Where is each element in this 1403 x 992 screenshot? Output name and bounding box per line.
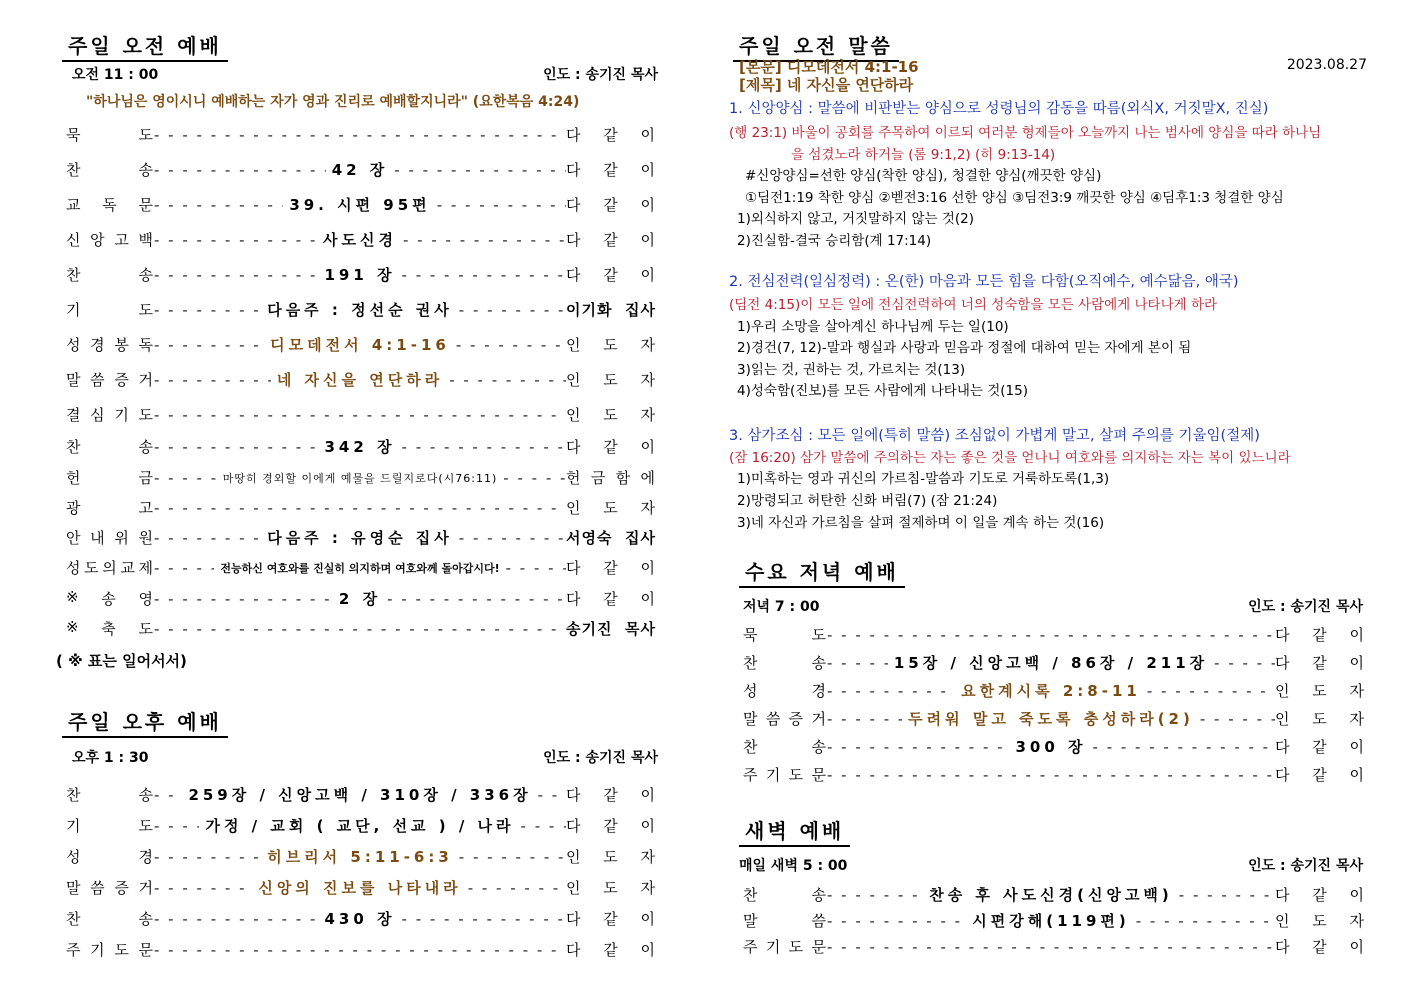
order-item-label: 찬 송 xyxy=(743,654,827,672)
order-row xyxy=(743,708,1365,729)
order-item-leader-line xyxy=(154,159,566,180)
order-item-leader-line xyxy=(154,588,566,609)
order-row xyxy=(743,624,1365,645)
sermon-scripture-quote: 을 섬겼노라 하거늘 (롬 9:1,2) (히 9:13-14) xyxy=(791,147,1056,163)
order-item-leader-line xyxy=(154,436,566,457)
dawn-leader: 인도 : 송기진 목사 xyxy=(1248,858,1363,874)
order-item-label: 말 씀 증 거 xyxy=(66,879,154,897)
order-item-label: 묵 도 xyxy=(66,126,154,144)
order-row xyxy=(743,936,1365,957)
order-item-participant: 다 같 이 xyxy=(1275,886,1365,904)
order-item-detail: 디모데전서 4:1-16 xyxy=(270,336,450,354)
order-row xyxy=(66,908,656,929)
order-row xyxy=(66,815,656,836)
order-item-label: 기 도 xyxy=(66,301,154,319)
morning-time: 오전 11 : 00 xyxy=(72,67,159,83)
dawn-time: 매일 새벽 5 : 00 xyxy=(739,858,848,874)
order-item-label: 교 독 문 xyxy=(66,196,154,214)
order-item-participant: 다 같 이 xyxy=(566,231,656,249)
order-item-label: 성 경 봉 독 xyxy=(66,336,154,354)
order-row xyxy=(66,527,656,548)
order-item-label: 주 기 도 문 xyxy=(743,938,827,956)
order-row xyxy=(66,369,656,390)
order-item-detail: 300 장 xyxy=(1015,738,1087,756)
order-item-participant: 다 같 이 xyxy=(1275,654,1365,672)
sermon-subpoint: 2)진실함-결국 승리함(계 17:14) xyxy=(737,233,932,249)
sermon-scripture-quote: (딤전 4:15)이 모든 일에 전심전력하여 너의 성숙함을 모든 사람에게 나타나게 하라 xyxy=(729,297,1218,313)
order-row xyxy=(743,884,1365,905)
order-row xyxy=(66,939,656,960)
order-item-label: 광 고 xyxy=(66,499,154,517)
order-item-leader-line xyxy=(154,229,566,250)
order-item-label: 찬 송 xyxy=(66,266,154,284)
order-item-label: 기 도 xyxy=(66,817,154,835)
order-row xyxy=(66,877,656,898)
sermon-scripture-quote: (행 23:1) 바울이 공회를 주목하여 이르되 여러분 형제들아 오늘까지 나는 범사에 양심을 따라 하나님 xyxy=(729,125,1322,141)
order-item-leader-line xyxy=(154,815,566,836)
order-item-leader-line xyxy=(827,910,1275,931)
order-row xyxy=(66,159,656,180)
sermon-point-heading: 3. 삼가조심 : 모든 일에(특히 말씀) 조심없이 가볍게 말고, 살펴 주의를 기울임(절제) xyxy=(729,428,1260,444)
order-row xyxy=(66,194,656,215)
theme-verse: "하나님은 영이시니 예배하는 자가 영과 진리로 예배할지니라" (요한복음 4:24) xyxy=(86,94,580,110)
afternoon-time: 오후 1 : 30 xyxy=(72,750,149,766)
order-item-detail: 15장 / 신앙고백 / 86장 / 211장 xyxy=(893,654,1209,672)
order-item-detail: 두려워 말고 죽도록 충성하라(2) xyxy=(908,710,1194,728)
order-item-detail: 42 장 xyxy=(331,161,389,179)
order-item-detail: 430 장 xyxy=(324,910,396,928)
sermon-point-heading: 2. 전심전력(일심정력) : 온(한) 마음과 모든 힘을 다함(오직예수, 예수닮음, 애국) xyxy=(729,274,1239,290)
order-item-participant: 이기화 집사 xyxy=(566,301,656,319)
order-item-detail: 히브리서 5:11-6:3 xyxy=(267,848,453,866)
order-item-detail: 요한계시록 2:8-11 xyxy=(961,682,1141,700)
order-item-participant: 다 같 이 xyxy=(566,590,656,608)
order-item-participant: 인 도 자 xyxy=(566,336,656,354)
sermon-subpoint: 1)우리 소망을 살아계신 하나님께 두는 일(10) xyxy=(737,319,1009,335)
order-item-detail: 찬송 후 사도신경(신앙고백) xyxy=(929,886,1173,904)
afternoon-service-title: 주일 오후 예배 xyxy=(62,706,228,738)
order-item-leader-line xyxy=(827,938,1275,956)
standing-note: ( ※ 표는 일어서서) xyxy=(56,652,187,670)
order-item-leader-line xyxy=(827,708,1275,729)
order-item-detail: 다음주 : 정선순 권사 xyxy=(267,301,453,319)
sermon-scripture-quote: (잠 16:20) 삼가 말씀에 주의하는 자는 좋은 것을 얻나니 여호와를 의지하는 자는 복이 있느니라 xyxy=(729,450,1291,466)
order-row xyxy=(66,588,656,609)
order-item-leader-line xyxy=(154,194,566,215)
order-item-detail: 시편강해(119편) xyxy=(972,912,1130,930)
order-item-leader-line xyxy=(154,784,566,805)
order-item-participant: 서영숙 집사 xyxy=(566,529,656,547)
order-item-leader-line xyxy=(154,126,566,144)
order-row xyxy=(66,404,656,425)
order-item-label: 묵 도 xyxy=(743,626,827,644)
order-item-leader-line xyxy=(827,736,1275,757)
order-item-leader-line xyxy=(154,877,566,898)
order-row xyxy=(743,652,1365,673)
sermon-subpoint: 3)네 자신과 가르침을 살펴 절제하며 이 일을 계속 하는 것(16) xyxy=(737,515,1105,531)
order-item-leader-line xyxy=(154,264,566,285)
order-item-label: 찬 송 xyxy=(66,910,154,928)
order-item-participant: 다 같 이 xyxy=(566,817,656,835)
order-item-participant: 인 도 자 xyxy=(566,371,656,389)
order-item-leader-line xyxy=(154,846,566,867)
order-row xyxy=(66,618,656,639)
order-row xyxy=(66,299,656,320)
order-row xyxy=(66,467,656,488)
order-item-participant: 다 같 이 xyxy=(566,196,656,214)
order-item-participant: 인 도 자 xyxy=(1275,682,1365,700)
wednesday-leader: 인도 : 송기진 목사 xyxy=(1248,599,1363,615)
order-item-leader-line xyxy=(154,499,566,517)
order-item-leader-line xyxy=(154,299,566,320)
order-item-label: ※ 축 도 xyxy=(66,618,154,638)
sermon-subject: [제목] 네 자신을 연단하라 xyxy=(739,76,914,94)
order-item-participant: 인 도 자 xyxy=(566,848,656,866)
order-item-label: 주 기 도 문 xyxy=(66,941,154,959)
order-item-participant: 다 같 이 xyxy=(566,941,656,959)
morning-leader: 인도 : 송기진 목사 xyxy=(543,67,658,83)
order-item-label: 말 씀 xyxy=(743,912,827,930)
order-item-leader-line xyxy=(154,406,566,424)
order-item-participant: 헌 금 함 에 xyxy=(566,469,656,487)
order-row xyxy=(743,910,1365,931)
order-item-participant: 인 도 자 xyxy=(566,499,656,517)
order-row xyxy=(66,264,656,285)
order-row xyxy=(66,846,656,867)
order-item-leader-line xyxy=(827,652,1275,673)
order-item-label: 주 기 도 문 xyxy=(743,766,827,784)
order-item-leader-line xyxy=(154,941,566,959)
order-row xyxy=(66,436,656,457)
order-item-detail: 가정 / 교회 ( 교단, 선교 ) / 나라 xyxy=(205,817,515,835)
order-item-label: 찬 송 xyxy=(66,786,154,804)
order-row xyxy=(66,497,656,518)
order-item-detail: 신앙의 진보를 나타내라 xyxy=(258,879,462,897)
order-item-label: 성 도 의 교 제 xyxy=(66,559,154,577)
order-item-label: 안 내 위 원 xyxy=(66,529,154,547)
order-row xyxy=(743,680,1365,701)
order-row xyxy=(66,784,656,805)
order-item-label: 성 경 xyxy=(743,682,827,700)
order-item-participant: 인 도 자 xyxy=(566,879,656,897)
order-item-leader-line xyxy=(154,908,566,929)
order-item-leader-line xyxy=(827,680,1275,701)
order-item-leader-line xyxy=(154,369,566,390)
order-row xyxy=(66,229,656,250)
order-item-participant: 다 같 이 xyxy=(566,559,656,577)
order-row xyxy=(66,334,656,355)
order-item-participant: 다 같 이 xyxy=(566,438,656,456)
order-item-participant: 인 도 자 xyxy=(566,406,656,424)
order-item-detail: 사도신경 xyxy=(323,231,397,249)
order-item-detail: 39. 시편 95편 xyxy=(289,196,431,214)
sermon-subpoint: 2)망령되고 허탄한 신화 버림(7) (잠 21:24) xyxy=(737,493,998,509)
order-item-label: 결 심 기 도 xyxy=(66,406,154,424)
order-item-leader-line xyxy=(827,766,1275,784)
order-item-leader-line xyxy=(154,334,566,355)
order-item-leader-line xyxy=(154,469,566,487)
afternoon-leader: 인도 : 송기진 목사 xyxy=(543,750,658,766)
order-item-label: 찬 송 xyxy=(743,886,827,904)
order-row xyxy=(743,736,1365,757)
order-item-label: 성 경 xyxy=(66,848,154,866)
order-item-detail: 2 장 xyxy=(338,590,382,608)
order-item-participant: 송기진 목사 xyxy=(566,620,656,638)
order-item-participant: 인 도 자 xyxy=(1275,710,1365,728)
order-item-participant: 다 같 이 xyxy=(566,266,656,284)
order-item-label: 말 씀 증 거 xyxy=(66,371,154,389)
order-row xyxy=(66,124,656,145)
order-item-label: ※ 송 영 xyxy=(66,588,154,608)
order-item-leader-line xyxy=(154,559,566,577)
order-item-label: 찬 송 xyxy=(66,161,154,179)
order-item-leader-line xyxy=(827,884,1275,905)
wednesday-service-title: 수요 저녁 예배 xyxy=(739,556,905,588)
order-item-participant: 다 같 이 xyxy=(566,910,656,928)
order-item-label: 신 앙 고 백 xyxy=(66,231,154,249)
sermon-date: 2023.08.27 xyxy=(1286,57,1367,73)
order-item-participant: 다 같 이 xyxy=(1275,738,1365,756)
order-item-label: 말 씀 증 거 xyxy=(743,710,827,728)
sermon-subpoint: 2)경건(7, 12)-말과 행실과 사랑과 믿음과 정절에 대하여 믿는 자에게 본이 됨 xyxy=(737,340,1192,356)
dawn-service-title: 새벽 예배 xyxy=(739,815,850,847)
order-item-participant: 다 같 이 xyxy=(566,161,656,179)
order-row xyxy=(66,557,656,578)
order-item-participant: 다 같 이 xyxy=(1275,766,1365,784)
order-item-detail: 다음주 : 유영순 집사 xyxy=(267,529,453,547)
order-item-participant: 다 같 이 xyxy=(566,126,656,144)
order-item-leader-line xyxy=(827,626,1275,644)
order-item-detail: 191 장 xyxy=(324,266,396,284)
sermon-subpoint: 1)외식하지 않고, 거짓말하지 않는 것(2) xyxy=(737,211,975,227)
sermon-subpoint: 1)미혹하는 영과 귀신의 가르침-말씀과 기도로 거룩하도록(1,3) xyxy=(737,471,1110,487)
order-item-label: 헌 금 xyxy=(66,469,154,487)
sermon-subpoint: ①딤전1:19 착한 양심 ②벧전3:16 선한 양심 ③딤전3:9 깨끗한 양심 ④딤후1:3 청결한 양심 xyxy=(745,190,1284,206)
sermon-subpoint: 3)읽는 것, 권하는 것, 가르치는 것(13) xyxy=(737,362,966,378)
order-item-participant: 다 같 이 xyxy=(566,786,656,804)
sermon-point-heading: 1. 신앙양심 : 말씀에 비판받는 양심으로 성령님의 감동을 따름(외식X, 거짓말X, 진실) xyxy=(729,101,1269,117)
order-item-detail: 네 자신을 연단하라 xyxy=(276,371,444,389)
order-item-participant: 다 같 이 xyxy=(1275,626,1365,644)
wednesday-time: 저녁 7 : 00 xyxy=(743,599,820,615)
sermon-subpoint: #신앙양심=선한 양심(착한 양심), 청결한 양심(깨끗한 양심) xyxy=(745,168,1102,184)
order-item-leader-line xyxy=(154,527,566,548)
sermon-title: 주일 오전 말씀 xyxy=(733,30,899,62)
order-row xyxy=(743,764,1365,785)
order-item-participant: 인 도 자 xyxy=(1275,912,1365,930)
order-item-leader-line xyxy=(154,620,566,638)
morning-service-title: 주일 오전 예배 xyxy=(62,30,228,62)
sermon-scripture: [본문] 디모데전서 4:1-16 xyxy=(739,58,919,76)
order-item-label: 찬 송 xyxy=(743,738,827,756)
order-item-detail: 마땅히 경외할 이에게 예물을 드릴지로다(시76:11) xyxy=(222,471,498,485)
order-item-label: 찬 송 xyxy=(66,438,154,456)
order-item-detail: 전능하신 여호와를 진실히 의지하며 여호와께 돌아갑시다! xyxy=(220,561,500,575)
order-item-detail: 342 장 xyxy=(324,438,396,456)
order-item-detail: 259장 / 신앙고백 / 310장 / 336장 xyxy=(188,786,532,804)
sermon-subpoint: 4)성숙함(진보)를 모든 사람에게 나타내는 것(15) xyxy=(737,383,1028,399)
order-item-participant: 다 같 이 xyxy=(1275,938,1365,956)
